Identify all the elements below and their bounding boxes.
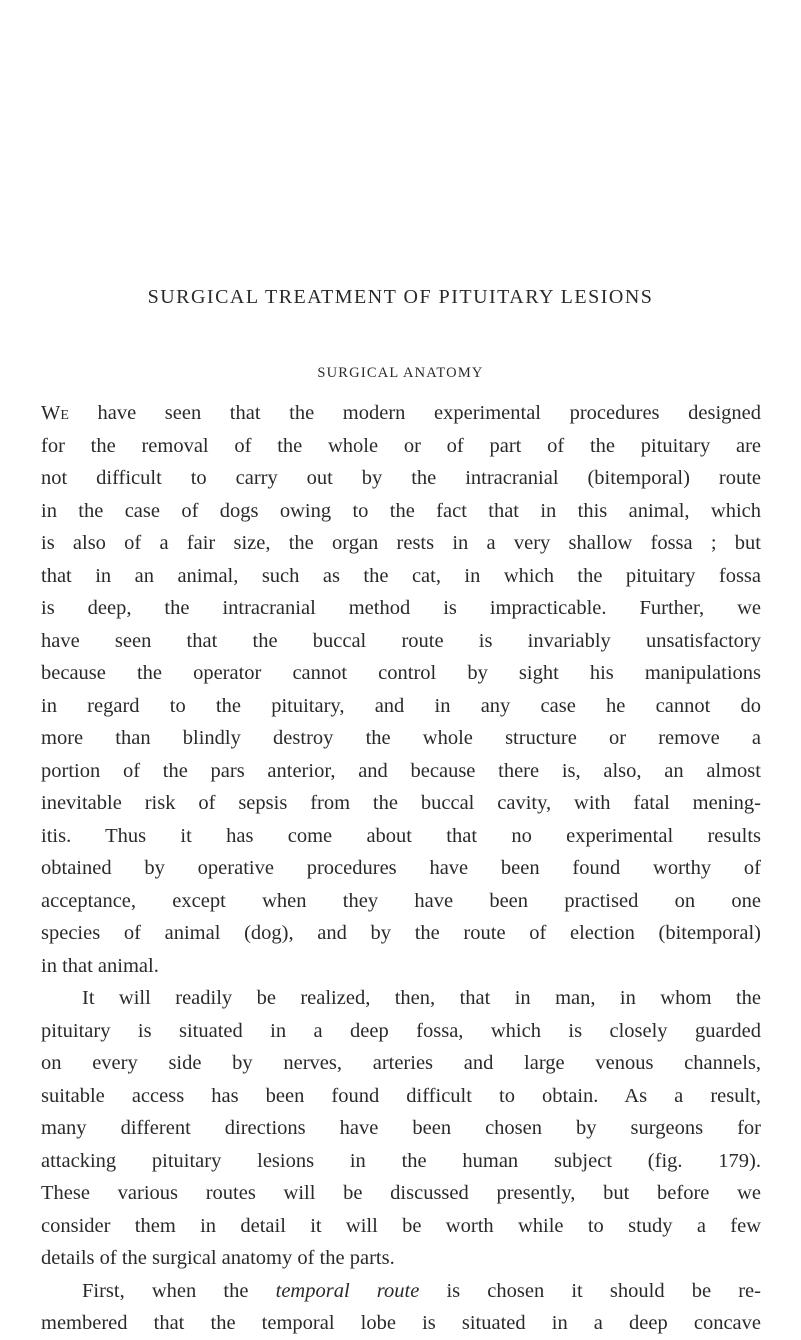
body-text [41,397,761,1340]
text-line: in that animal. [41,954,159,977]
text-line: not difficult to carry out by the intracranial (bitemporal) route [41,467,761,489]
text-line: These various routes will be discussed presently, but before we [41,1182,761,1204]
text-line [41,397,761,430]
text-line: attacking pituitary lesions in the human subject (fig. 179). [41,1149,761,1172]
text-line: consider them in detail it will be worth while to study a few [41,1214,761,1237]
text-line: details of the surgical anatomy of the parts. [41,1247,395,1269]
text-line: in regard to the pituitary, and in any case he cannot do [41,694,761,717]
text-run: have seen that the modern experimental procedures designed [68,402,761,424]
text-line: itis. Thus it has come about that no experimental results [41,824,761,847]
paragraph-2 [41,982,761,1275]
chapter-title: SURGICAL TREATMENT OF PITUITARY LESIONS [147,286,654,308]
text-run: First, when the [82,1279,276,1302]
text-line: It will readily be realized, then, that in man, in whom the [82,987,761,1009]
text-line: have seen that the buccal route is invariably unsatisfactory [41,629,761,652]
text-line: is deep, the intracranial method is impracticable. Further, we [41,597,761,619]
text-line: because the operator cannot control by sight his manipulations [41,662,761,684]
paragraph-3 [41,1275,761,1340]
text-run: is chosen it should be re- [419,1279,761,1302]
text-line: species of animal (dog), and by the route of election (bitemporal) [41,922,761,944]
text-line: for the removal of the whole or of part of the pituitary are [41,434,761,457]
text-line: that in an animal, such as the cat, in which the pituitary fossa [41,564,761,587]
text-line: in the case of dogs owing to the fact that in this animal, which [41,499,761,522]
text-line: inevitable risk of sepsis from the buccal cavity, with fatal mening- [41,792,761,814]
text-line: obtained by operative procedures have been found worthy of [41,857,761,879]
text-line: portion of the pars anterior, and because there is, also, an almost [41,759,761,782]
text-line [41,1275,761,1308]
text-line: pituitary is situated in a deep fossa, which is closely guarded [41,1019,761,1042]
text-line: is also of a fair size, the organ rests in a very shallow fossa ; but [41,532,761,554]
text-line: membered that the temporal lobe is situated in a deep concave [41,1312,761,1334]
text-line: suitable access has been found difficult to obtain. As a result, [41,1084,761,1107]
emphasis-text: temporal route [275,1279,420,1302]
paragraph-1 [41,397,761,982]
text-line: more than blindly destroy the whole structure or remove a [41,727,761,749]
section-title: SURGICAL ANATOMY [317,365,484,381]
opening-word: We [41,402,69,424]
text-line: many different directions have been chosen by surgeons for [41,1117,761,1139]
text-line: on every side by nerves, arteries and large venous channels, [41,1052,761,1074]
text-line: acceptance, except when they have been practised on one [41,889,761,912]
